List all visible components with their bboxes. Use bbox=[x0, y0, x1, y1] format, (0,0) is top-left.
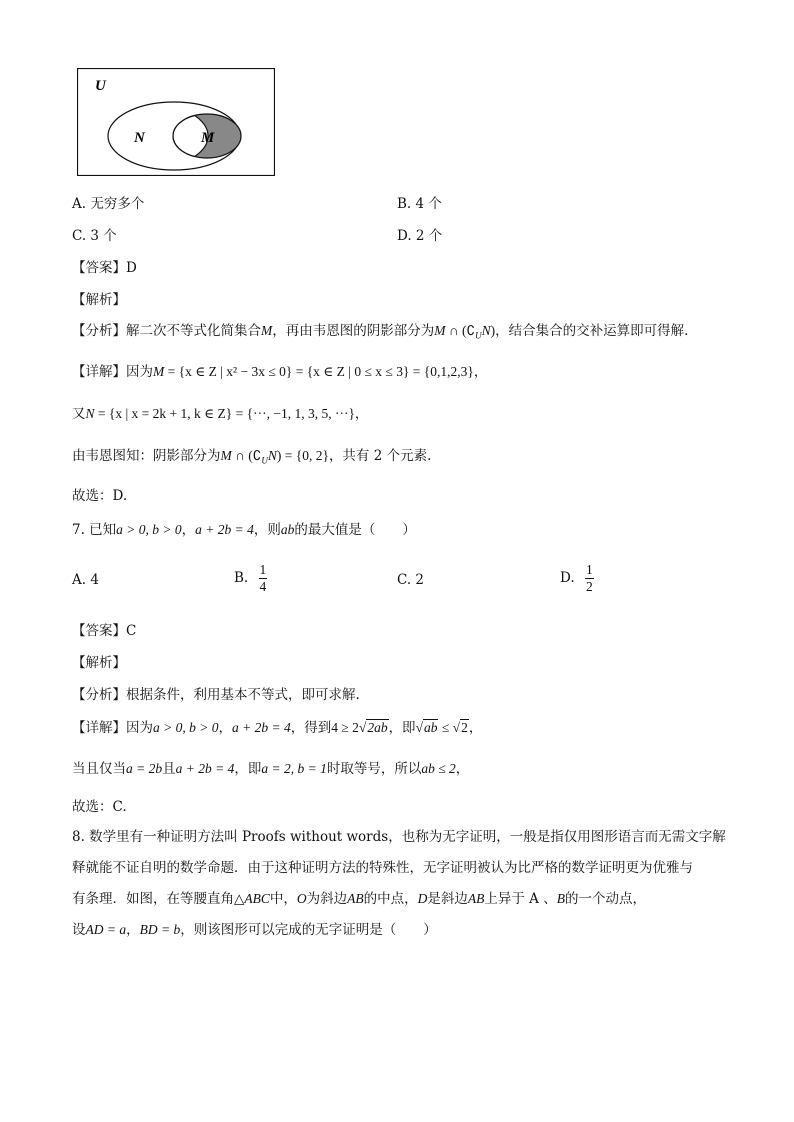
q6-xiangjie: 【详解】因为M = {x ∈ Z | x² − 3x ≤ 0} = {x ∈ Z | 0 ≤ x ≤ 3} = {0,1,2,3}， bbox=[72, 364, 488, 380]
option-c: C. 3 个 bbox=[72, 228, 117, 244]
q7-option-a: A. 4 bbox=[72, 572, 99, 588]
q7-answer: 【答案】C bbox=[72, 623, 137, 639]
q6-answer: 【答案】D bbox=[72, 260, 137, 276]
q7-xiangjie: 【详解】因为a > 0, b > 0，a + 2b = 4，得到4 ≥ 2√2ab，即√ab ≤ √2， bbox=[72, 720, 483, 736]
q8-line-1: 8. 数学里有一种证明方法叫 Proofs without words，也称为无字证明，一般是指仅用图形语言而无需文字解 bbox=[72, 829, 726, 845]
q7-jiexi: 【解析】 bbox=[72, 655, 126, 671]
q7-fenxi: 【分析】根据条件，利用基本不等式，即可求解. bbox=[72, 687, 360, 703]
m-label: M bbox=[201, 130, 215, 146]
q7-guxuan: 故选：C. bbox=[72, 799, 127, 815]
q7-option-b: B. $\frac{1}{4}$ bbox=[234, 562, 267, 594]
universal-set-box bbox=[78, 69, 275, 176]
q6-venn-result: 由韦恩图知：阴影部分为M ∩ $(∁_UN) = \{0$, 2}，共有 2 个元素. bbox=[72, 448, 432, 466]
q7-option-c: C. 2 bbox=[397, 572, 425, 588]
q6-jiexi: 【解析】 bbox=[72, 292, 126, 308]
q7-option-d: D. $\frac{1}{2}$ bbox=[560, 562, 593, 594]
q6-guxuan: 故选：D. bbox=[72, 488, 128, 504]
option-b: B. 4 个 bbox=[397, 196, 442, 212]
q8-line-3: 有条理．如图，在等腰直角△ABC中，O为斜边AB的中点，D是斜边AB上异于 A 、B的一个动点， bbox=[72, 891, 646, 907]
venn-diagram bbox=[77, 68, 275, 176]
n-label: N bbox=[134, 130, 145, 146]
q8-line-4: 设AD = a，BD = b，则该图形可以完成的无字证明是（ ） bbox=[72, 922, 437, 938]
q6-set-n: 又N = {x | x = 2k + 1, k ∈ Z} = {···, −1, 1, 3, 5, ···}， bbox=[72, 406, 369, 422]
q6-fenxi: 【分析】解二次不等式化简集合M，再由韦恩图的阴影部分为M ∩ $(∁_UN)$，结合集合的交补运算即可得解. bbox=[72, 323, 689, 341]
q7-stem: 7. 已知a > 0, b > 0，a + 2b = 4，则ab的最大值是（ ） bbox=[72, 522, 416, 538]
option-a: A. 无穷多个 bbox=[72, 196, 145, 212]
u-label: U bbox=[95, 78, 106, 94]
option-d: D. 2 个 bbox=[397, 228, 443, 244]
q7-equality: 当且仅当a = 2b且a + 2b = 4，即a = 2, b = 1时取等号，所以ab ≤ 2， bbox=[72, 761, 470, 777]
q8-line-2: 释就能不证自明的数学命题．由于这种证明方法的特殊性，无字证明被认为比严格的数学证明更为优雅与 bbox=[72, 860, 693, 876]
